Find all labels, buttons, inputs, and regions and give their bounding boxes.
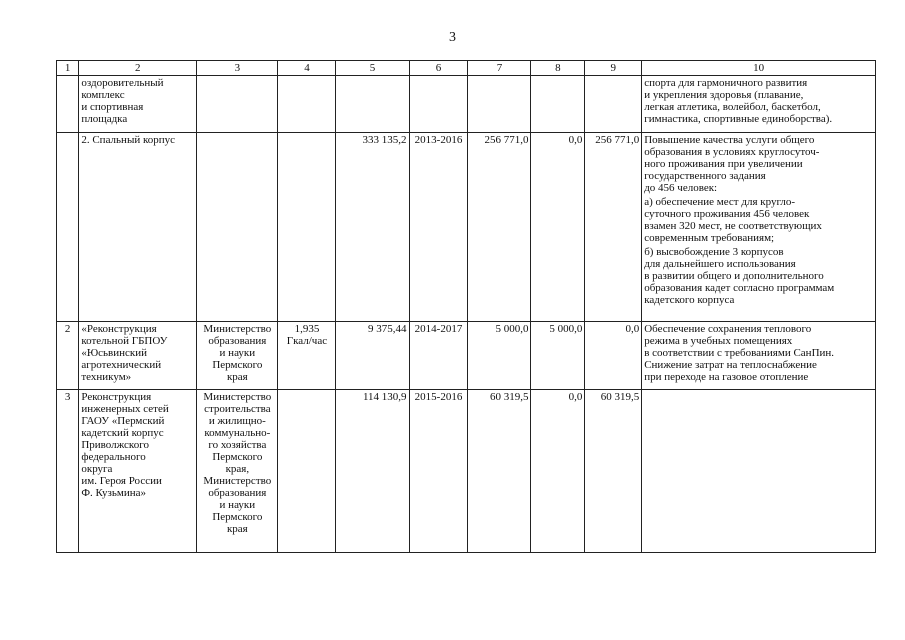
period-cell: 2015-2016 <box>409 390 468 553</box>
row-number-cell: 2 <box>57 322 79 390</box>
header-cell: 7 <box>468 61 531 76</box>
responsible-org-cell <box>197 133 278 322</box>
capacity-cell <box>278 76 336 133</box>
result-paragraph: спорта для гармоничного развития и укрепления здоровья (плавание, легкая атлетика, волейбол, баскетбол, гимнастика, спортивные единоборства). <box>644 77 833 125</box>
budget-table <box>56 60 876 553</box>
estimated-cost-cell: 9 375,44 <box>336 322 409 390</box>
period-cell: 2013-2016 <box>409 133 468 322</box>
amount-cell-col8: 5 000,0 <box>531 322 585 390</box>
header-cell: 1 <box>57 61 79 76</box>
total-amount-cell: 256 771,0 <box>468 133 531 322</box>
result-cell <box>642 76 876 133</box>
row-number-cell <box>57 133 79 322</box>
table-row <box>57 133 876 322</box>
amount-cell-col9: 256 771,0 <box>585 133 642 322</box>
period-cell: 2014-2017 <box>409 322 468 390</box>
table-row <box>57 390 876 553</box>
amount-cell-col8: 0,0 <box>531 390 585 553</box>
responsible-org-cell: Министерство образования и науки Пермского края <box>197 322 278 390</box>
responsible-org-cell <box>197 76 278 133</box>
header-cell: 10 <box>642 61 876 76</box>
estimated-cost-cell <box>336 76 409 133</box>
amount-cell-col9: 0,0 <box>585 322 642 390</box>
estimated-cost-cell: 333 135,2 <box>336 133 409 322</box>
header-cell: 6 <box>409 61 468 76</box>
result-paragraph: Обеспечение сохранения теплового режима в учебных помещениях в соответствии с требованиями СанПин. Снижение затрат на теплоснабжение при переходе на газовое отопление <box>644 323 835 383</box>
amount-cell-col9: 60 319,5 <box>585 390 642 553</box>
table-row <box>57 322 876 390</box>
object-name-cell: Реконструкция инженерных сетей ГАОУ «Пермский кадетский корпус Приволжского федерального округа им. Героя России Ф. Кузьмина» <box>79 390 197 553</box>
header-cell: 2 <box>79 61 197 76</box>
capacity-cell <box>278 133 336 322</box>
page-number: 3 <box>449 30 456 45</box>
object-name-cell: оздоровительный комплекс и спортивная площадка <box>79 76 197 133</box>
amount-cell-col8 <box>531 76 585 133</box>
header-cell: 9 <box>585 61 642 76</box>
amount-cell-col8: 0,0 <box>531 133 585 322</box>
header-cell: 5 <box>336 61 409 76</box>
result-cell <box>642 322 876 390</box>
estimated-cost-cell: 114 130,9 <box>336 390 409 553</box>
object-name-cell: 2. Спальный корпус <box>79 133 197 322</box>
total-amount-cell: 5 000,0 <box>468 322 531 390</box>
result-paragraph: Повышение качества услуги общего образования в условиях круглосуточ- ного проживания при увеличении государственного задания до 456 человек: <box>644 134 820 194</box>
header-row <box>57 61 876 76</box>
capacity-cell <box>278 390 336 553</box>
header-cell: 8 <box>531 61 585 76</box>
total-amount-cell <box>468 76 531 133</box>
total-amount-cell: 60 319,5 <box>468 390 531 553</box>
object-name-cell: «Реконструкция котельной ГБПОУ «Юсьвинский агротехнический техникум» <box>79 322 197 390</box>
header-cell: 4 <box>278 61 336 76</box>
result-paragraph: б) высвобождение 3 корпусов для дальнейшего использования в развитии общего и дополнительного образования кадет согласно программам кадетского корпуса <box>644 246 835 306</box>
result-cell <box>642 133 876 322</box>
result-paragraph: а) обеспечение мест для кругло- суточного проживания 456 человек взамен 320 мест, не соответствующих современным требованиям; <box>644 196 822 244</box>
amount-cell-col9 <box>585 76 642 133</box>
row-number-cell <box>57 76 79 133</box>
row-number-cell: 3 <box>57 390 79 553</box>
period-cell <box>409 76 468 133</box>
header-cell: 3 <box>197 61 278 76</box>
result-cell <box>642 390 876 553</box>
capacity-cell: 1,935 Гкал/час <box>278 322 336 390</box>
responsible-org-cell: Министерство строительства и жилищно- коммунально- го хозяйства Пермского края, Министерство образования и науки Пермского края <box>197 390 278 553</box>
table-row <box>57 76 876 133</box>
